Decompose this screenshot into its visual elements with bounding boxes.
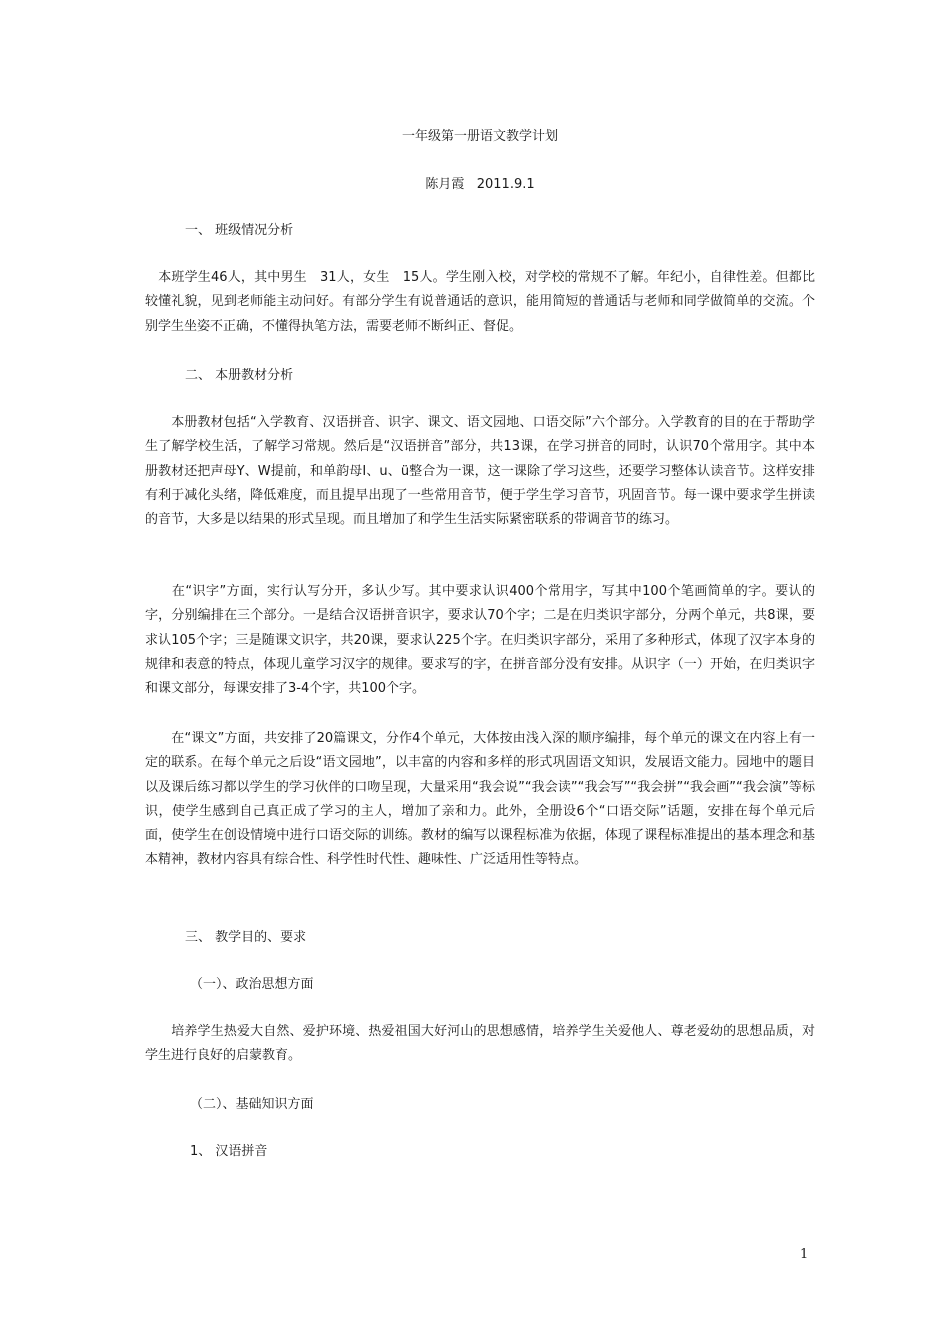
paragraph-texts: 在“课文”方面，共安排了20篇课文，分作4个单元，大体按由浅入深的顺序编排，每个单元的课文在内容上有一定的联系。在每个单元之后设“语文园地”，以丰富的内容和多样的形式巩固语文知识，发展语文能力。园地中的题目以及课后练习都以学生的学习伙伴的口吻呈现，大量采用“我会说”“我会读”“我会写”“我会拼”“我会画”“我会演”等标识，使学生感到自己真正成了学习的主人，增加了亲和力。此外，全册设6个“口语交际”话题，安排在每个单元后面，使学生在创设情境中进行口语交际的训练。教材的编写以课程标准为依据，体现了课程标准提出的基本理念和基本精神，教材内容具有综合性、科学性时代性、趣味性、广泛适用性等特点。 <box>145 731 815 868</box>
author-date-line: 陈月霞 2011.9.1 <box>425 177 535 192</box>
section-heading-textbook-analysis: 二、 本册教材分析 <box>185 368 294 383</box>
paragraph-textbook-overview: 本册教材包括“入学教育、汉语拼音、识字、课文、语文园地、口语交际”六个部分。入学教育的目的在于帮助学生了解学校生活，了解学习常规。然后是“汉语拼音”部分，共13课，在学习拼音的同时，认识70个常用字。其中本册教材还把声母Y、W提前，和单韵母I、u、ü整合为一课，这一课除了学习这些，还要学习整体认读音节。这样安排有利于减化头绪，降低难度，而且提早出现了一些常用音节，便于学生学习音节，巩固音节。每一课中要求学生拼读的音节，大多是以结果的形式呈现。而且增加了和学生生活实际紧密联系的带调音节的练习。 <box>145 415 815 528</box>
page-title: 一年级第一册语文教学计划 <box>401 129 558 144</box>
paragraph-literacy: 在“识字”方面，实行认写分开，多认少写。其中要求认识400个常用字，写其中100个笔画简单的字。要认的字，分别编排在三个部分。一是结合汉语拼音识字，要求认70个字；二是在归类识字部分，分两个单元，共8课，要求认105个字；三是随课文识字，共20课，要求认225个字。在归类识字部分，采用了多种形式，体现了汉字本身的规律和表意的特点，体现儿童学习汉字的规律。要求写的字，在拼音部分没有安排。从识字（一）开始，在归类识字和课文部分，每课安排了3-4个字，共100个字。 <box>145 584 815 697</box>
subsection-heading-political: （一）、政治思想方面 <box>190 977 314 992</box>
paragraph-political: 培养学生热爱大自然、爱护环境、热爱祖国大好河山的思想感情，培养学生关爱他人、尊老爱幼的思想品质，对学生进行良好的启蒙教育。 <box>145 1024 815 1064</box>
section-heading-class-analysis: 一、 班级情况分析 <box>185 223 294 238</box>
item-heading-pinyin: 1、 汉语拼音 <box>190 1144 268 1159</box>
page-number: 1 <box>800 1247 809 1262</box>
section-heading-teaching-goals: 三、 教学目的、要求 <box>185 930 307 945</box>
subsection-heading-basic-knowledge: （二）、基础知识方面 <box>190 1097 314 1112</box>
paragraph-class-analysis: 本班学生46人，其中男生 31人，女生 15人。学生刚入校，对学校的常规不了解。年纪小，自律性差。但都比较懂礼貌，见到老师能主动问好。有部分学生有说普通话的意识，能用简短的普通话与老师和同学做简单的交流。个别学生坐姿不正确，不懂得执笔方法，需要老师不断纠正、督促。 <box>145 270 815 334</box>
